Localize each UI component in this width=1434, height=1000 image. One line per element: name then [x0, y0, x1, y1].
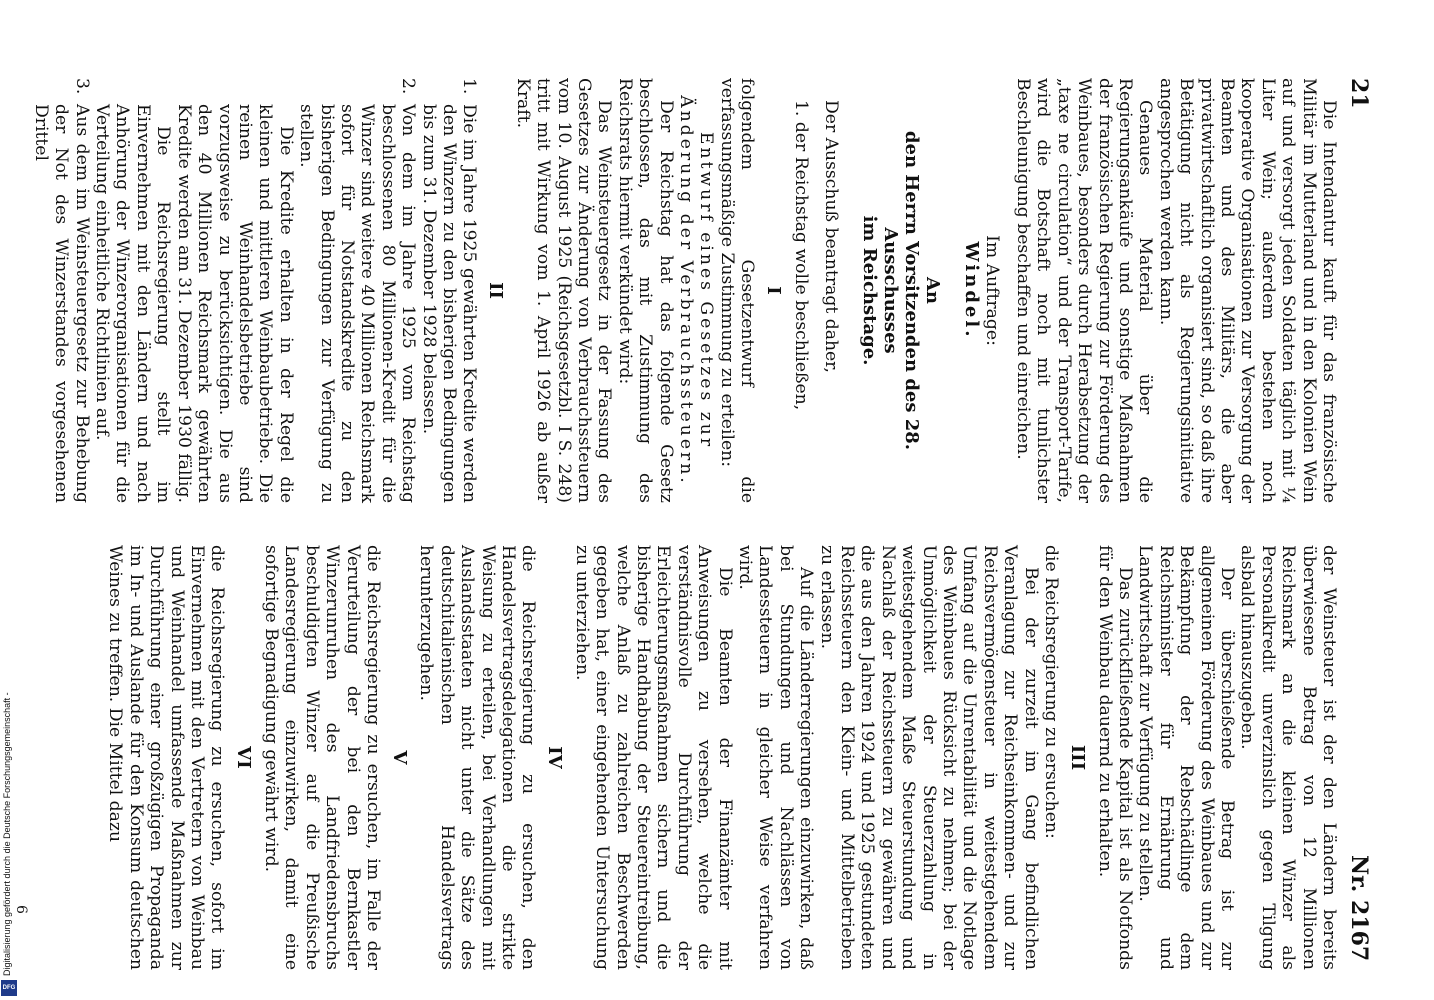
- paragraph: die Reichsregierung zu ersuchen, sofort im Einvernehmen mit den Vertretern von Weinbau und Weinhandel umfassende Maßnahmen zur Durchführung einer großzügigen Propaganda im In- und Auslande für den Konsum deutschen Weines zu treffen. Die Mittel dazu: [105, 545, 228, 970]
- signature-mark: 6: [13, 905, 29, 914]
- signature-intro: Im Auftrage:: [982, 235, 1003, 346]
- paragraph: die Reichsregierung zu ersuchen:: [1041, 545, 1062, 839]
- item-number: 3.: [71, 78, 92, 95]
- address-line: den Herrn Vorsitzenden des 28. Ausschusses: [880, 130, 923, 451]
- address-line: An: [922, 276, 944, 305]
- item-text: Die Kredite erhalten in der Regel die kleinen und mittleren Weinbaubetriebe. Die reinen Weinhandelsbetriebe sind vorzugsweise zu berücksichtigen. Die aus den 40 Millionen Reichsmark gewährten Kredite werden am 31. Dezember 1930 fällig.: [173, 104, 296, 503]
- item-number: 2.: [398, 78, 419, 95]
- item-number: 1.: [459, 78, 480, 95]
- section-heading: V: [388, 750, 410, 765]
- paragraph: Die Intendantur kauft für das französische Militär im Mutterland und in den Kolonien Wein auf und versorgt jeden Soldaten täglich mit ¼ Liter Wein; außerdem bestehen noch kooperative Organisationen zur Versorgung der Beamten und des Militärs, die aber privatwirtschaftlich organisiert sind, so daß ihre Betätigung nicht als Regierungsinitiative angesprochen werden kann.: [1155, 78, 1339, 503]
- item-text: Die Reichsregierung stellt im Einvernehmen mit den Ländern und nach Anhörung der Winzerorganisationen für die Verteilung einheitliche Richtlinien auf.: [92, 104, 174, 503]
- paragraph: Der überschießende Betrag ist zur allgemeinen Förderung des Weinbaues und zur Bekämpfung der Rebschädlinge dem Reichsminister für Ernährung und Landwirtschaft zur Verfügung zu stellen.: [1135, 545, 1237, 970]
- section-heading: III: [1067, 744, 1089, 771]
- section-heading: IV: [544, 746, 566, 769]
- paragraph: Bei der zurzeit im Gang befindlichen Veranlagung zur Reichseinkommen- und zur Reichsvermögensteuer in weitestgehendem Umfang auf die Unrentabilität und die Notlage des Weinbaues Rücksicht zu nehmen; bei der Unmöglichkeit der Steuerzahlung in weitestgehendem Maße Steuerstundung und Nachlaß der Reichssteuern zu gewähren und die aus den Jahren 1924 und 1925 gestundeten Reichssteuern den Klein- und Mittelbetrieben zu erlassen.: [816, 545, 1041, 970]
- paragraph: Der Reichstag hat das folgende Gesetz beschlossen, das mit Zustimmung des Reichsrats hiermit verkündet wird:: [614, 78, 676, 503]
- signature-name: Windel.: [961, 241, 983, 340]
- list-item: [30, 78, 91, 503]
- paragraph: folgendem Gesetzentwurf die verfassungsmäßige Zustimmung zu erteilen:: [716, 78, 758, 503]
- item-text: Aus dem im Weinsteuergesetz zur Behebung der Not des Winzerstandes vorgesehenen Drittel: [30, 104, 92, 503]
- right-column: [105, 545, 1339, 970]
- section-heading: II: [485, 282, 507, 299]
- paragraph: Genaues Material über die Regierungsankäufe und sonstige Maßnahmen der französischen Regierung zur Förderung des Weinbaues, besonders durch Herabsetzung der „taxe ne circulation“ und der Transport-Tarife, wird die Botschaft noch mit tunlichster Beschleunigung beschaffen und einreichen.: [1012, 78, 1156, 503]
- list-item: [92, 78, 174, 503]
- motion-intro: Der Ausschuß beantragt daher,: [821, 100, 842, 373]
- law-title: Entwurf eines Gesetzes zur Änderung der Verbrauchssteuern.: [676, 95, 717, 486]
- item-text: Die im Jahre 1925 gewährten Kredite werden den Winzern zu den bisherigen Bedingungen bis zum 31. Dezember 1928 belassen.: [418, 104, 480, 503]
- list-item: [296, 78, 418, 503]
- footer: [0, 0, 20, 1000]
- left-column: [30, 78, 1339, 503]
- list-item: [173, 78, 295, 503]
- paragraph: Das zurückfließende Kapital ist als Notfonds für den Weinbau dauernd zu erhalten.: [1094, 545, 1135, 970]
- section-heading: I: [763, 286, 785, 295]
- footer-text: Digitalisierung gefördert durch die Deutsche Forschungsgemeinschaft -: [2, 692, 12, 976]
- list-item: [418, 78, 479, 503]
- paragraph: Das Weinsteuergesetz in der Fassung des Gesetzes zur Änderung von Verbrauchssteuern vom 10. August 1925 (Reichsgesetzbl. I S. 248) tritt mit Wirkung vom 1. April 1926 ab außer Kraft.: [512, 78, 615, 503]
- paragraph: Die Beamten der Finanzämter mit Anweisungen zu versehen, welche die verständnisvolle Durchführung der Erleichterungsmaßnahmen sichern und die bisherige Handhabung der Steuereintreibung, welche Anlaß zu zahlreichen Beschwerden gegeben hat, einer eingehenden Untersuchung zu unterziehen.: [571, 545, 735, 970]
- item-text: Von dem im Jahre 1925 vom Reichstag beschlossenen 80 Millionen-Kredit für die Winzer sind weitere 40 Millionen Reichsmark sofort für Notstandskredite zu den bisherigen Bedingungen zur Verfügung zu stellen.: [296, 104, 419, 503]
- dfg-logo-icon: DFG: [1, 980, 17, 996]
- page-number-right: Nr. 2167: [1346, 855, 1372, 962]
- paragraph: die Reichsregierung zu ersuchen, im Falle der Verurteilung der bei den Bernkastler Winzerunruhen des Landfriedensbruchs beschuldigten Winzer auf die Preußische Landesregierung einzuwirken, damit eine sofortige Begnadigung gewährt wird.: [260, 545, 383, 970]
- paragraph: Auf die Länderregierungen einzuwirken, daß bei Stundungen und Nachlässen von Landessteuern in gleicher Weise verfahren wird.: [735, 545, 817, 970]
- paragraph: der Weinsteuer ist der den Ländern bereits überwiesene Betrag von 12 Millionen Reichsmark an die kleinen Winzer als Personalkredit unverzinslich gegen Tilgung alsbald hinauszugeben.: [1237, 545, 1339, 970]
- motion-item: 1. der Reichstag wolle beschließen,: [790, 100, 811, 411]
- page-number-left: 21: [1346, 78, 1372, 109]
- address-line: im Reichstage.: [859, 215, 881, 366]
- section-heading: VI: [233, 746, 255, 769]
- paragraph: die Reichsregierung zu ersuchen, den Handelsvertragsdelegationen die strikte Weisung zu erteilen, bei Verhandlungen mit Auslandsstaaten nicht unter die Sätze des deutschitalienischen Handelsvertrags herunterzugehen.: [416, 545, 539, 970]
